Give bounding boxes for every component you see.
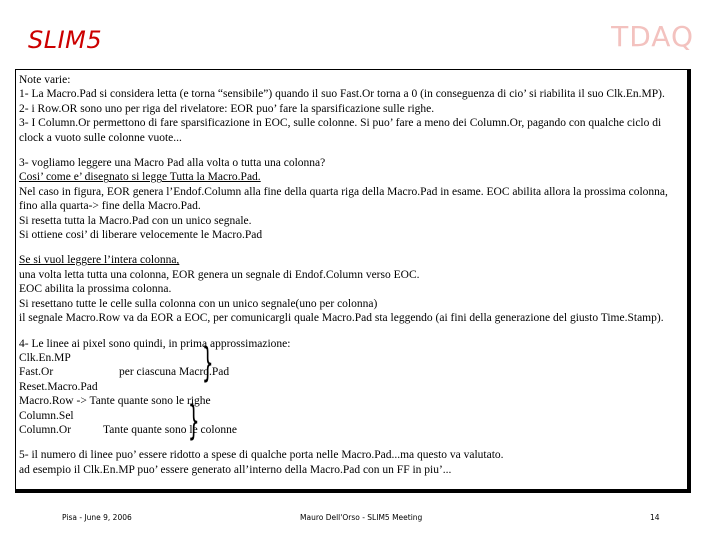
- signal-name: Fast.Or: [19, 366, 54, 379]
- text-line: 2- i Row.OR sono uno per riga del rivelatore: EOR puo’ fare la sparsificazione sulle righe.: [19, 102, 435, 115]
- text-line: 3- vogliamo leggere una Macro Pad alla volta o tutta una colonna?: [19, 157, 326, 170]
- signal-name: Column.Or: [19, 423, 72, 436]
- text-line: [19, 423, 687, 437]
- text-line: Macro.Row -> Tante quante sono le righe: [19, 395, 211, 408]
- underlined-line: Se si vuol leggere l’intera colonna,: [19, 254, 180, 267]
- text-line: fino alla quarta-> fine della Macro.Pad.: [19, 200, 201, 213]
- text-line: Reset.Macro.Pad: [19, 380, 98, 393]
- page-number: 14: [650, 513, 660, 522]
- signal-note: Tante quante sono le colonne: [103, 423, 237, 436]
- signal-note: per ciascuna Macro.Pad: [119, 366, 230, 379]
- content-box: [15, 69, 691, 493]
- text-line: Si ottiene cosi’ di liberare velocemente le Macro.Pad: [19, 229, 263, 242]
- slide-title: SLIM5: [28, 26, 103, 54]
- text-line: 5- il numero di linee puo’ essere ridotto a spese di qualche porta nelle Macro.Pad...ma questo va valutato.: [19, 449, 504, 462]
- paragraph-notes: [19, 73, 687, 145]
- text-line: [19, 365, 687, 379]
- text-line: ad esempio il Clk.En.MP puo’ essere generato all’interno della Macro.Pad con un FF in piu’...: [19, 463, 452, 476]
- text-line: Nel caso in figura, EOR genera l’Endof.Column alla fine della quarta riga della Macro.Pad in esame. EOC abilita allora la prossima colonna,: [19, 185, 668, 198]
- brace-icon: }: [187, 397, 200, 444]
- paragraph-column-read: [19, 253, 687, 325]
- brace-icon: }: [201, 339, 214, 386]
- text-line: il segnale Macro.Row va da EOR a EOC, per comunicargli quale Macro.Pad sta leggendo (ai fini della generazione del giusto Time.Stamp).: [19, 312, 664, 325]
- slide-section-label: TDAQ: [611, 20, 694, 53]
- text-line: EOC abilita la prossima colonna.: [19, 283, 172, 296]
- underlined-line: Cosi’ come e’ disegnato si legge Tutta la Macro.Pad.: [19, 171, 261, 184]
- text-line: Clk.En.MP: [19, 351, 71, 364]
- text-line: Si resetta tutta la Macro.Pad con un unico segnale.: [19, 214, 252, 227]
- text-line: 4- Le linee ai pixel sono quindi, in prima approssimazione:: [19, 337, 291, 350]
- footer-author: Mauro Dell'Orso - SLIM5 Meeting: [300, 513, 423, 522]
- text-line: Note varie:: [19, 74, 71, 86]
- text-line: Si resettano tutte le celle sulla colonna con un unico segnale(uno per colonna): [19, 297, 378, 310]
- text-line: Column.Sel: [19, 409, 74, 422]
- paragraph-pixel-lines: [19, 337, 687, 444]
- text-line: 3- I Column.Or permettono di fare sparsificazione in EOC, sulle colonne. Si puo’ fare a meno dei Column.Or, pagando con qualche ciclo di: [19, 117, 662, 130]
- footer-date: Pisa - June 9, 2006: [62, 513, 132, 522]
- text-line: 1- La Macro.Pad si considera letta (e torna “sensibile”) quando il suo Fast.Or torna a 0 (in conseguenza di cio’ si riabilita il suo Clk.En.MP).: [19, 88, 665, 101]
- text-line: una volta letta tutta una colonna, EOR genera un segnale di Endof.Column verso EOC.: [19, 268, 420, 281]
- paragraph-reduction: [19, 448, 687, 477]
- paragraph-read-mode: [19, 156, 687, 242]
- text-line: clock a vuoto sulle colonne vuote...: [19, 131, 182, 144]
